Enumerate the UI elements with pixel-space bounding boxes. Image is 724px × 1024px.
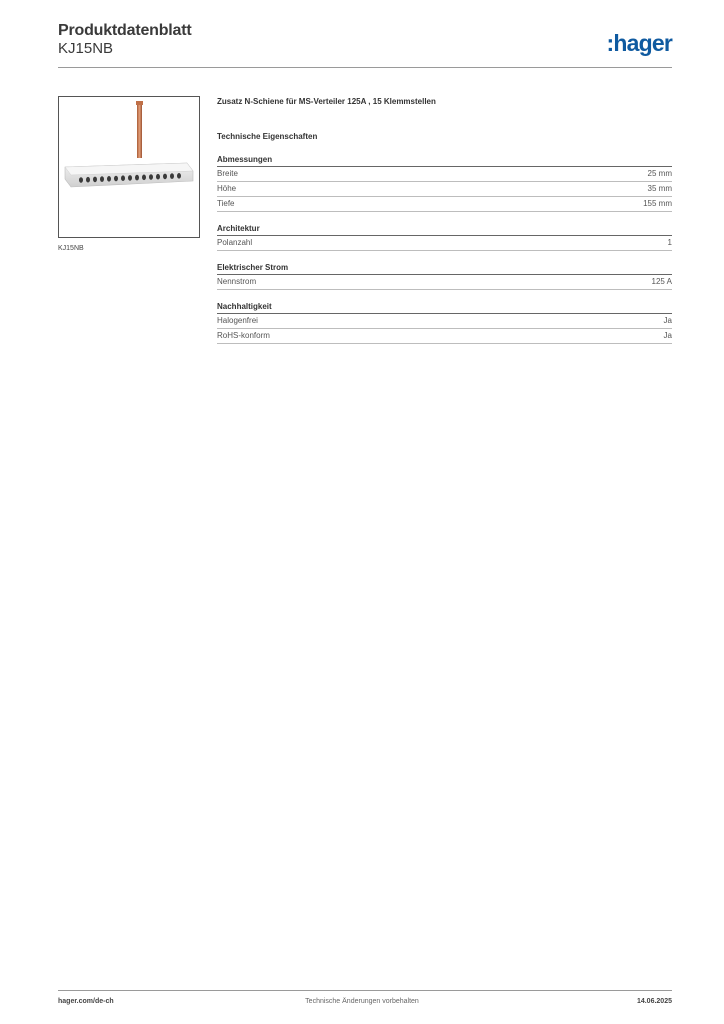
page-header bbox=[58, 22, 672, 66]
copper-bar bbox=[137, 103, 142, 158]
spec-value: 35 mm bbox=[647, 184, 672, 193]
spec-label: Breite bbox=[217, 169, 238, 178]
section-title: Elektrischer Strom bbox=[217, 263, 672, 275]
spec-label: RoHS-konform bbox=[217, 331, 270, 340]
spec-row bbox=[217, 167, 672, 182]
section-electrical-current bbox=[217, 263, 672, 290]
logo-wordmark: hager bbox=[613, 30, 672, 56]
spec-value: 1 bbox=[667, 238, 672, 247]
spec-row bbox=[217, 236, 672, 251]
product-description: Zusatz N-Schiene für MS-Verteiler 125A , 15 Klemmstellen bbox=[217, 97, 436, 106]
image-caption: KJ15NB bbox=[58, 245, 84, 252]
footer-notice: Technische Änderungen vorbehalten bbox=[305, 998, 419, 1005]
spec-value: 155 mm bbox=[643, 199, 672, 208]
spec-row bbox=[217, 275, 672, 290]
product-details bbox=[217, 96, 672, 344]
copper-bar-cap bbox=[136, 101, 143, 105]
footer-divider bbox=[58, 990, 672, 991]
spec-value: 25 mm bbox=[647, 169, 672, 178]
spec-row bbox=[217, 314, 672, 329]
logo-colon-mark: : bbox=[606, 30, 614, 56]
spec-row bbox=[217, 197, 672, 212]
section-dimensions bbox=[217, 155, 672, 212]
spec-label: Halogenfrei bbox=[217, 316, 258, 325]
section-sustainability bbox=[217, 302, 672, 344]
neutral-busbar-illustration bbox=[59, 97, 199, 237]
footer-date: 14.06.2025 bbox=[636, 998, 672, 1005]
document-title: Produktdatenblatt bbox=[58, 22, 192, 39]
product-image bbox=[58, 96, 200, 238]
spec-value: Ja bbox=[663, 316, 672, 325]
footer-website-link[interactable]: hager.com/de-ch bbox=[58, 998, 114, 1005]
spec-value: Ja bbox=[663, 331, 672, 340]
section-architecture bbox=[217, 224, 672, 251]
section-title: Nachhaltigkeit bbox=[217, 302, 672, 314]
section-title: Abmessungen bbox=[217, 155, 672, 167]
section-title: Architektur bbox=[217, 224, 672, 236]
product-code: KJ15NB bbox=[58, 40, 114, 57]
spec-row bbox=[217, 329, 672, 344]
hager-logo bbox=[607, 30, 673, 57]
spec-label: Tiefe bbox=[217, 199, 235, 208]
spec-label: Polanzahl bbox=[217, 238, 253, 247]
spec-label: Nennstrom bbox=[217, 277, 257, 286]
spec-row bbox=[217, 182, 672, 197]
spec-label: Höhe bbox=[217, 184, 237, 193]
spec-value: 125 A bbox=[651, 277, 672, 286]
technical-properties-heading: Technische Eigenschaften bbox=[217, 132, 318, 141]
header-divider bbox=[58, 67, 672, 68]
